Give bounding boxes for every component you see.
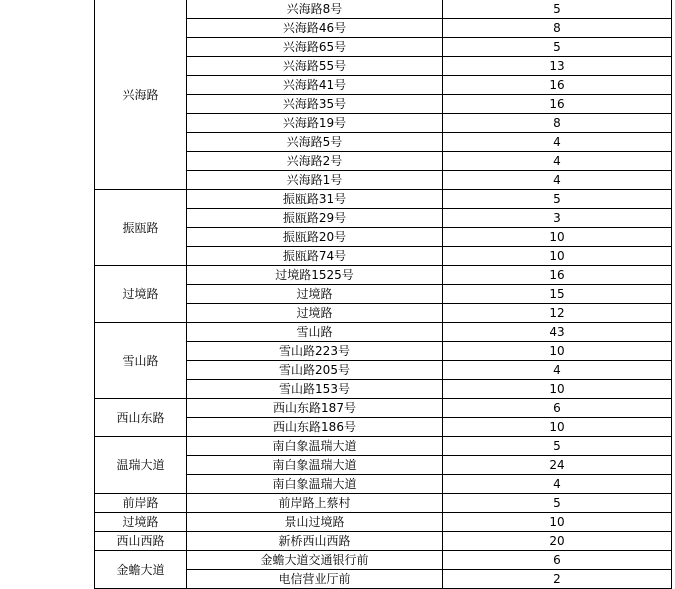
location-cell: 振瓯路20号 — [187, 228, 443, 247]
count-cell: 10 — [443, 380, 672, 399]
location-cell: 过境路 — [187, 304, 443, 323]
location-cell: 兴海路55号 — [187, 57, 443, 76]
count-cell: 13 — [443, 57, 672, 76]
count-cell: 24 — [443, 456, 672, 475]
location-cell: 南白象温瑞大道 — [187, 437, 443, 456]
table-row — [95, 266, 672, 285]
count-cell: 5 — [443, 190, 672, 209]
location-cell: 兴海路8号 — [187, 0, 443, 19]
location-cell: 南白象温瑞大道 — [187, 475, 443, 494]
road-group-cell: 金蟾大道 — [95, 551, 187, 589]
count-cell: 16 — [443, 95, 672, 114]
road-group-cell: 过境路 — [95, 513, 187, 532]
table-row — [95, 0, 672, 19]
count-cell: 10 — [443, 228, 672, 247]
count-cell: 4 — [443, 133, 672, 152]
location-cell: 振瓯路74号 — [187, 247, 443, 266]
count-cell: 6 — [443, 551, 672, 570]
count-cell: 5 — [443, 0, 672, 19]
location-cell: 兴海路41号 — [187, 76, 443, 95]
location-cell: 振瓯路31号 — [187, 190, 443, 209]
count-cell: 4 — [443, 152, 672, 171]
location-cell: 雪山路153号 — [187, 380, 443, 399]
location-cell: 兴海路19号 — [187, 114, 443, 133]
count-cell: 3 — [443, 209, 672, 228]
location-cell: 兴海路35号 — [187, 95, 443, 114]
location-cell: 雪山路223号 — [187, 342, 443, 361]
count-cell: 8 — [443, 114, 672, 133]
count-cell: 10 — [443, 247, 672, 266]
location-cell: 前岸路上蔡村 — [187, 494, 443, 513]
location-cell: 雪山路205号 — [187, 361, 443, 380]
location-cell: 振瓯路29号 — [187, 209, 443, 228]
location-cell: 兴海路46号 — [187, 19, 443, 38]
location-cell: 南白象温瑞大道 — [187, 456, 443, 475]
road-group-cell: 过境路 — [95, 266, 187, 323]
table-body — [95, 0, 672, 589]
location-cell: 西山东路187号 — [187, 399, 443, 418]
table-row — [95, 399, 672, 418]
location-cell: 金蟾大道交通银行前 — [187, 551, 443, 570]
location-cell: 景山过境路 — [187, 513, 443, 532]
count-cell: 10 — [443, 513, 672, 532]
road-group-cell: 兴海路 — [95, 0, 187, 190]
location-cell: 雪山路 — [187, 323, 443, 342]
count-cell: 4 — [443, 171, 672, 190]
table-row — [95, 532, 672, 551]
count-cell: 6 — [443, 399, 672, 418]
road-group-cell: 雪山路 — [95, 323, 187, 399]
table-row — [95, 323, 672, 342]
road-group-cell: 振瓯路 — [95, 190, 187, 266]
count-cell: 2 — [443, 570, 672, 589]
count-cell: 43 — [443, 323, 672, 342]
count-cell: 15 — [443, 285, 672, 304]
count-cell: 12 — [443, 304, 672, 323]
count-cell: 16 — [443, 266, 672, 285]
table-row — [95, 437, 672, 456]
location-cell: 兴海路1号 — [187, 171, 443, 190]
count-cell: 4 — [443, 475, 672, 494]
location-cell: 电信营业厅前 — [187, 570, 443, 589]
table-row — [95, 190, 672, 209]
road-group-cell: 西山西路 — [95, 532, 187, 551]
count-cell: 20 — [443, 532, 672, 551]
location-cell: 西山东路186号 — [187, 418, 443, 437]
count-cell: 5 — [443, 437, 672, 456]
road-group-cell: 温瑞大道 — [95, 437, 187, 494]
parking-table — [94, 0, 672, 589]
location-cell: 兴海路65号 — [187, 38, 443, 57]
location-cell: 兴海路2号 — [187, 152, 443, 171]
count-cell: 5 — [443, 38, 672, 57]
table-row — [95, 513, 672, 532]
count-cell: 16 — [443, 76, 672, 95]
road-group-cell: 西山东路 — [95, 399, 187, 437]
table-row — [95, 551, 672, 570]
location-cell: 过境路 — [187, 285, 443, 304]
count-cell: 5 — [443, 494, 672, 513]
count-cell: 10 — [443, 418, 672, 437]
location-cell: 兴海路5号 — [187, 133, 443, 152]
table-row — [95, 494, 672, 513]
location-cell: 新桥西山西路 — [187, 532, 443, 551]
count-cell: 8 — [443, 19, 672, 38]
count-cell: 10 — [443, 342, 672, 361]
road-group-cell: 前岸路 — [95, 494, 187, 513]
count-cell: 4 — [443, 361, 672, 380]
location-cell: 过境路1525号 — [187, 266, 443, 285]
